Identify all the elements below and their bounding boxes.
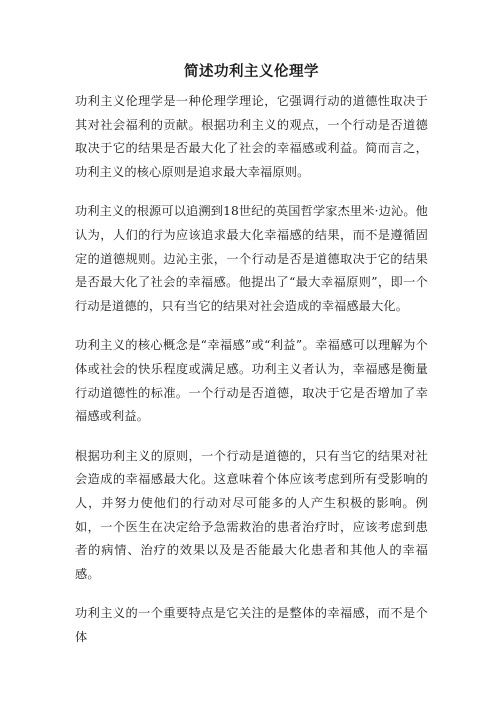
paragraph-5: 功利主义的一个重要特点是它关注的是整体的幸福感，而不是个体: [75, 606, 428, 644]
paragraph-4: 根据功利主义的原则，一个行动是道德的，只有当它的结果对社会造成的幸福感最大化。这意味着个体应该考虑到所有受影响的人，并努力使他们的行动对尽可能多的人产生积极的影响。例如，一个医生在决定给予急需救治的患者治疗时，应该考虑到患者的病情、治疗的效果以及是否能最大化患者和其他人的幸福感。: [75, 448, 428, 581]
paragraph-2: 功利主义的根源可以追溯到18世纪的英国哲学家杰里米·边沁。他认为，人们的行为应该追求最大化幸福感的结果，而不是遵循固定的道德规则。边沁主张，一个行动是否是道德取决于它的结果是否最大化了社会的幸福感。他提出了“最大幸福原则”，即一个行动是道德的，只有当它的结果对社会造成的幸福感最大化。: [75, 204, 428, 313]
paragraph-1: 功利主义伦理学是一种伦理学理论，它强调行动的道德性取决于其对社会福利的贡献。根据功利主义的观点，一个行动是否道德取决于它的结果是否最大化了社会的幸福感或利益。简而言之，功利主义的核心原则是追求最大幸福原则。: [75, 94, 428, 179]
document-title: 简述功利主义伦理学: [184, 64, 319, 80]
paragraph-3: 功利主义的核心概念是“幸福感”或“利益”。幸福感可以理解为个体或社会的快乐程度或满足感。功利主义者认为，幸福感是衡量行动道德性的标准。一个行动是否道德，取决于它是否增加了幸福感或利益。: [75, 338, 428, 424]
